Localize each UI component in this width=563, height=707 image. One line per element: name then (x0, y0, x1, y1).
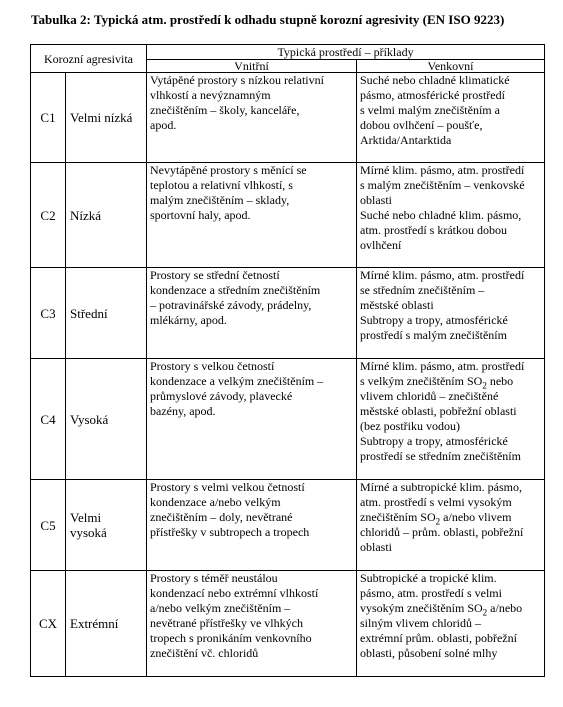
table-row (31, 359, 545, 480)
indoor-cell (147, 163, 357, 268)
outdoor-cell (357, 163, 545, 268)
header-aggressivity: Korozní agresivita (31, 45, 147, 73)
subscript-two: 2 (482, 607, 488, 618)
outdoor-cell (357, 571, 545, 677)
indoor-text: Nevytápěné prostory s měnící se teplotou a relativní vlhkostí, s malým znečištěním – sklady, sportovní haly, apod. (150, 163, 307, 222)
header-indoor: Vnitřní (147, 60, 357, 73)
outdoor-text: Mírné klim. pásmo, atm. prostředí s malým znečištěním – venkovské oblasti Suché nebo chladné klim. pásmo, atm. prostředí s krátkou dobou ovlhčení (360, 163, 525, 252)
category-code: CX (31, 571, 66, 677)
table-row (31, 73, 545, 163)
indoor-cell (147, 480, 357, 571)
indoor-cell (147, 268, 357, 359)
category-code: C5 (31, 480, 66, 571)
category-code: C1 (31, 73, 66, 163)
indoor-text: Prostory s velkou četností kondenzace a velkým znečištěním – průmyslové závody, plavecké bazény, apod. (150, 359, 324, 418)
outdoor-text-part: Mírné klim. pásmo, atm. prostředí s velkým znečištěním SO (360, 359, 525, 388)
category-level: Extrémní (66, 571, 147, 677)
outdoor-text: Mírné klim. pásmo, atm. prostředí se středním znečištěním – městské oblasti Subtropy a tropy, atmosférické prostředí s malým znečištěním (360, 268, 525, 342)
subscript-two: 2 (435, 516, 441, 527)
outdoor-cell (357, 73, 545, 163)
category-level: Nízká (66, 163, 147, 268)
outdoor-text-part: a/nebo vlivem chloridů – prům. oblasti, pobřežní oblasti (360, 510, 524, 554)
outdoor-text-part: nebo vlivem chloridů – znečištěné městské oblasti, pobřežní oblasti (bez postřiku vodou) Subtropy a tropy, atmosférické prostředí se středním znečištěním (360, 374, 521, 463)
header-outdoor: Venkovní (357, 60, 545, 73)
outdoor-text: Suché nebo chladné klimatické pásmo, atmosférické prostředí s velmi malým znečištěním a dobou ovlhčení – poušťe, Arktida/Antarktida (360, 73, 510, 147)
outdoor-text-part: Subtropické a tropické klim. pásmo, atm. prostředí s velmi vysokým znečištěním SO (360, 571, 502, 615)
category-code: C2 (31, 163, 66, 268)
table-row (31, 571, 545, 677)
corrosivity-table (30, 44, 545, 677)
outdoor-cell (357, 359, 545, 480)
category-level: Velmi nízká (66, 73, 147, 163)
indoor-cell (147, 571, 357, 677)
header-row (31, 45, 545, 60)
outdoor-text-part: a/nebo silným vlivem chloridů – extrémní prům. oblasti, pobřežní oblasti, působení solné mlhy (360, 601, 523, 660)
table-row (31, 268, 545, 359)
table-caption: Tabulka 2: Typická atm. prostředí k odhadu stupně korozní agresivity (EN ISO 9223) (31, 12, 505, 27)
table-row (31, 480, 545, 571)
category-code: C3 (31, 268, 66, 359)
indoor-cell (147, 73, 357, 163)
indoor-text: Prostory s velmi velkou četností kondenzace a/nebo velkým znečištěním – doly, nevětrané přístřešky v subtropech a tropech (150, 480, 310, 539)
indoor-text: Vytápěné prostory s nízkou relativní vlhkostí a nevýznamným znečištěním – školy, kanceláře, apod. (150, 73, 324, 132)
indoor-text: Prostory se střední četností kondenzace a středním znečištěním – potravinářské závody, prádelny, mlékárny, apod. (150, 268, 321, 327)
category-code: C4 (31, 359, 66, 480)
category-level: Střední (66, 268, 147, 359)
outdoor-text-part: Mírné a subtropické klim. pásmo, atm. prostředí s velmi vysokým znečištěním SO (360, 480, 522, 524)
indoor-text: Prostory s téměř neustálou kondenzací nebo extrémní vlhkostí a/nebo velkým znečištěním – nevětrané přístřešky ve vlhkých tropech s pronikáním venkovního znečištění vč. chloridů (150, 571, 319, 660)
table-row (31, 163, 545, 268)
subscript-two: 2 (482, 380, 487, 391)
category-level: Vysoká (66, 359, 147, 480)
category-level: Velmi vysoká (70, 510, 107, 540)
category-level-cell (66, 480, 147, 571)
indoor-cell (147, 359, 357, 480)
outdoor-cell (357, 268, 545, 359)
header-environments: Typická prostředí – příklady (147, 45, 545, 60)
outdoor-cell (357, 480, 545, 571)
